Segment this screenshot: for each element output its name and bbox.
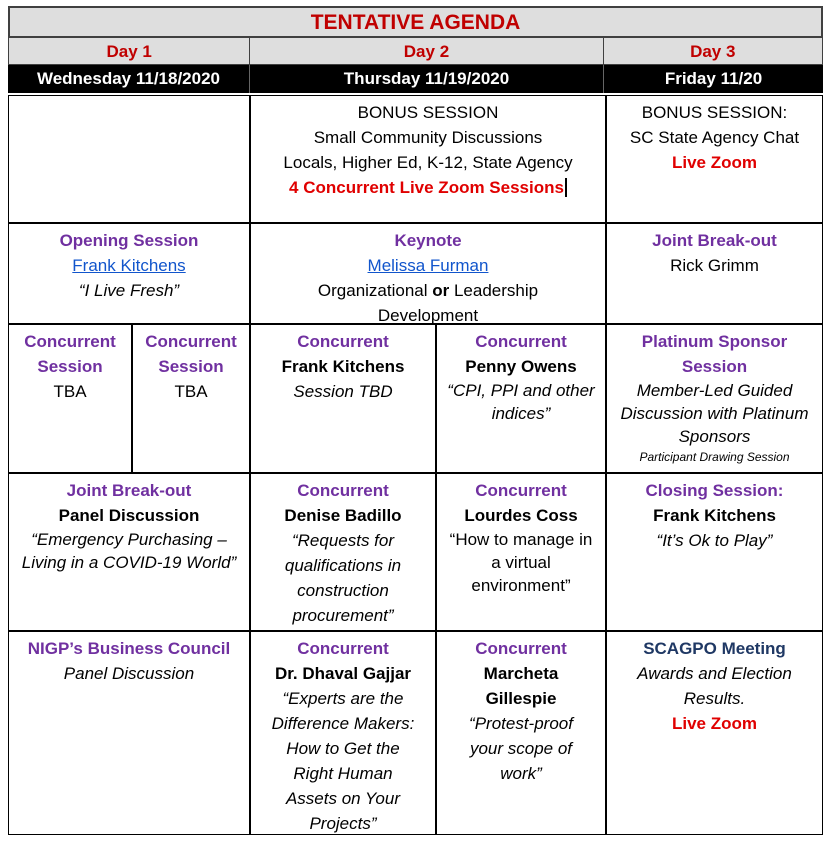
day-3-date: Friday 11/20 <box>664 69 763 88</box>
speaker-name: Marcheta <box>483 664 559 683</box>
session-topic: “Experts are the <box>282 689 404 708</box>
session-topic-cont: work” <box>500 764 542 783</box>
session-topic-cont: procurement” <box>292 606 394 625</box>
session-topic-cont: Projects” <box>309 814 377 833</box>
day-dates-row <box>8 65 823 93</box>
session-topic: Organizational or Leadership <box>317 281 539 300</box>
session-topic: “Requests for <box>291 531 395 550</box>
session-heading: Concurrent <box>297 332 389 351</box>
opening-session-cell <box>8 223 250 324</box>
session-topic: “I Live Fresh” <box>78 281 180 300</box>
session-topic-cont: Discussion with Platinum <box>620 404 809 423</box>
day-2-label: Day 2 <box>250 38 603 64</box>
speaker-name: Dr. Dhaval Gajjar <box>274 664 412 683</box>
joint-breakout-cell <box>606 223 823 324</box>
business-council-cell <box>8 631 250 835</box>
session-heading: SCAGPO Meeting <box>643 639 786 658</box>
session-heading: NIGP’s Business Council <box>27 639 231 658</box>
session-topic-cont: Assets on Your <box>285 789 401 808</box>
session-heading: Closing Session: <box>645 481 784 500</box>
speaker-link[interactable]: Frank Kitchens <box>72 256 186 275</box>
session-topic: Member-Led Guided <box>636 381 793 400</box>
concurrent-session-cell <box>436 473 606 631</box>
session-note: Participant Drawing Session <box>639 450 790 464</box>
session-heading: Concurrent <box>24 332 116 351</box>
session-topic: Panel Discussion <box>63 664 195 683</box>
concurrent-session-cell <box>436 631 606 835</box>
concurrent-session-cell <box>436 324 606 473</box>
session-heading: Platinum Sponsor <box>641 332 788 351</box>
session-topic-cont: Sponsors <box>678 427 751 446</box>
session-topic-cont: qualifications in <box>284 556 402 575</box>
live-zoom-note: Live Zoom <box>671 714 757 733</box>
concurrent-session-cell <box>250 473 436 631</box>
session-heading: Concurrent <box>297 481 389 500</box>
session-topic: “Protest-proof <box>469 714 573 733</box>
session-heading-cont: Session <box>37 357 103 376</box>
speaker-name: Lourdes Coss <box>464 506 578 525</box>
session-topic: Session TBD <box>293 382 393 401</box>
concurrent-session-cell <box>250 324 436 473</box>
scagpo-meeting-cell <box>606 631 823 835</box>
bonus-subtitle: Small Community Discussions <box>313 128 543 147</box>
session-topic-cont: indices” <box>491 404 551 423</box>
day1-row1-empty-cell <box>8 95 250 223</box>
session-heading: Concurrent <box>475 332 567 351</box>
day2-bonus-session-cell <box>250 95 606 223</box>
platinum-sponsor-cell <box>606 324 823 473</box>
day-2-date: Thursday 11/19/2020 <box>250 65 604 93</box>
keynote-cell <box>250 223 606 324</box>
session-heading: Concurrent <box>475 481 567 500</box>
session-heading: Concurrent <box>475 639 567 658</box>
session-heading: Concurrent <box>145 332 237 351</box>
bonus-audiences: Locals, Higher Ed, K-12, State Agency <box>283 153 573 172</box>
day-labels-row <box>8 38 823 65</box>
speaker-name: Penny Owens <box>465 357 577 376</box>
agenda-title: TENTATIVE AGENDA <box>8 6 823 38</box>
day3-bonus-session-cell <box>606 95 823 223</box>
joint-breakout-panel-cell <box>8 473 250 631</box>
bonus-subtitle: SC State Agency Chat <box>629 128 800 147</box>
speaker-name: Frank Kitchens <box>653 506 776 525</box>
session-topic: “Emergency Purchasing – <box>31 530 227 549</box>
speaker-name: TBA <box>174 382 208 401</box>
bonus-heading: BONUS SESSION: <box>641 103 788 122</box>
session-topic: “CPI, PPI and other <box>447 381 595 400</box>
session-heading: Opening Session <box>59 231 199 250</box>
day-1-label: Day 1 <box>9 38 250 64</box>
session-topic-cont: your scope of <box>469 739 573 758</box>
session-topic: “How to manage in <box>449 530 593 549</box>
live-zoom-note: Live Zoom <box>671 153 757 172</box>
session-heading-cont: Session <box>681 357 748 376</box>
session-topic-cont: How to Get the <box>286 739 400 758</box>
bonus-zoom-note: 4 Concurrent Live Zoom Sessions <box>289 178 567 197</box>
speaker-name: Denise Badillo <box>284 506 402 525</box>
session-topic: Awards and Election <box>637 664 792 683</box>
session-heading: Joint Break-out <box>66 481 192 500</box>
concurrent-session-cell <box>8 324 132 473</box>
speaker-name-cont: Gillespie <box>485 689 557 708</box>
speaker-name: Panel Discussion <box>58 506 200 525</box>
session-topic-cont: Living in a COVID-19 World” <box>21 553 237 572</box>
session-topic-cont: Difference Makers: <box>271 714 415 733</box>
day-3-label: Day 3 <box>690 42 736 61</box>
speaker-name: Frank Kitchens <box>281 357 405 376</box>
session-topic-cont: Development <box>377 306 479 325</box>
speaker-link[interactable]: Melissa Furman <box>367 256 489 275</box>
session-heading-cont: Session <box>158 357 224 376</box>
concurrent-session-cell <box>250 631 436 835</box>
speaker-name: TBA <box>53 382 87 401</box>
session-topic-cont: environment” <box>471 576 571 595</box>
session-topic-cont: construction <box>297 581 389 600</box>
session-topic-cont: Results. <box>683 689 746 708</box>
bonus-heading: BONUS SESSION <box>357 103 499 122</box>
speaker-name: Rick Grimm <box>670 256 759 275</box>
session-topic: “It’s Ok to Play” <box>656 531 773 550</box>
closing-session-cell <box>606 473 823 631</box>
concurrent-session-cell <box>132 324 250 473</box>
session-topic-cont: Right Human <box>293 764 393 783</box>
session-heading: Joint Break-out <box>652 231 777 250</box>
session-heading: Keynote <box>394 231 462 250</box>
session-topic-cont: a virtual <box>491 553 551 572</box>
session-heading: Concurrent <box>297 639 389 658</box>
day-1-date: Wednesday 11/18/2020 <box>8 65 250 93</box>
